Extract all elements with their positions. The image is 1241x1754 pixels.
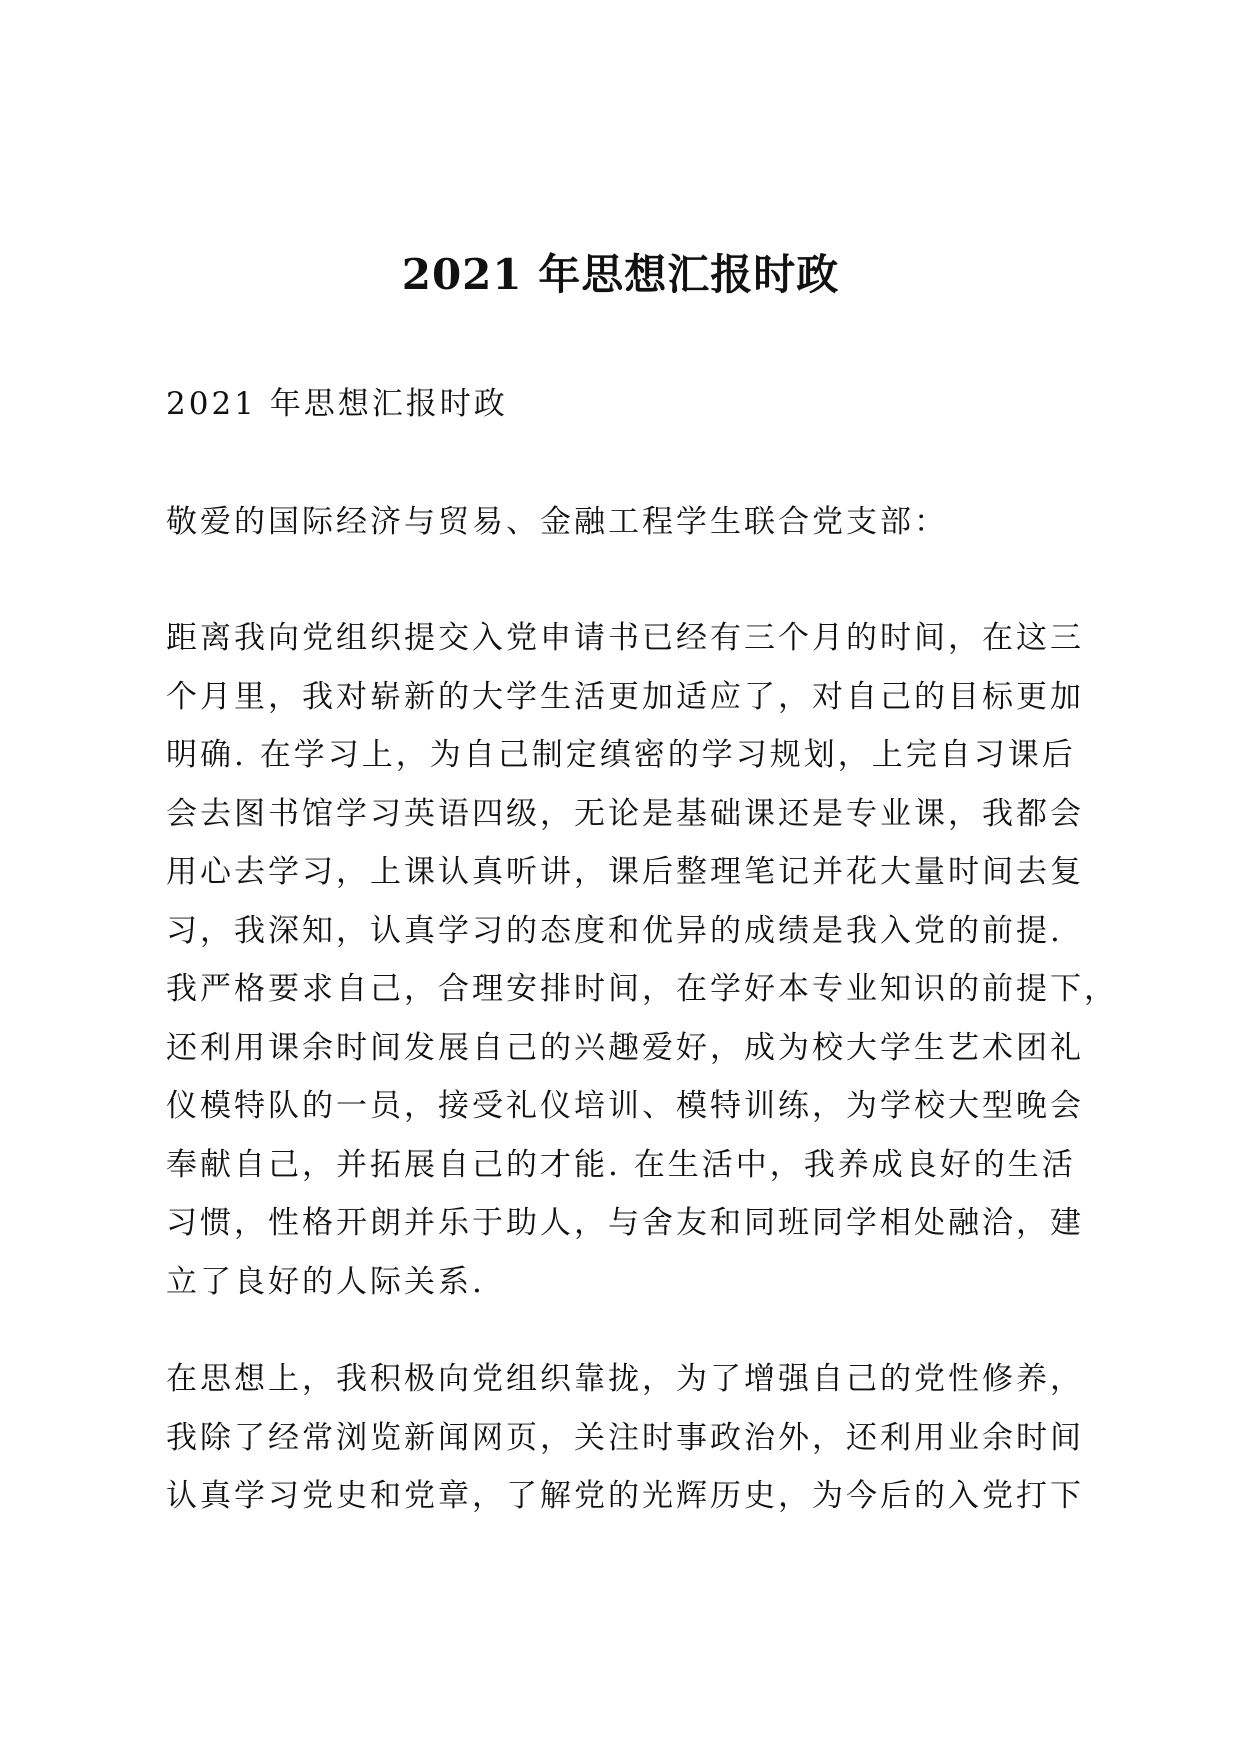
- text-line: 在思想上，我积极向党组织靠拢，为了增强自己的党性修养，: [166, 1361, 1084, 1397]
- paragraph-1: [166, 609, 1118, 1311]
- text-line: 认真学习党史和党章，了解党的光辉历史，为今后的入党打下: [166, 1478, 1084, 1514]
- text-line: 还利用课余时间发展自己的兴趣爱好，成为校大学生艺术团礼: [166, 1029, 1084, 1066]
- salutation: 敬爱的国际经济与贸易、金融工程学生联合党支部：: [166, 504, 948, 540]
- text-line: 我除了经常浏览新闻网页，关注时事政治外，还利用业余时间: [166, 1419, 1084, 1456]
- text-line: 距离我向党组织提交入党申请书已经有三个月的时间，在这三: [166, 620, 1084, 656]
- paragraph-2: [166, 1350, 1084, 1526]
- text-line: 明确. 在学习上，为自己制定缜密的学习规划，上完自习课后: [166, 737, 1076, 773]
- text-line: 个月里，我对崭新的大学生活更加适应了，对自己的目标更加: [166, 678, 1084, 715]
- document-subtitle: 2021 年思想汇报时政: [166, 386, 508, 422]
- text-line: 会去图书馆学习英语四级，无论是基础课还是专业课，我都会: [166, 795, 1084, 832]
- text-line: 仪模特队的一员，接受礼仪培训、模特训练，为学校大型晚会: [166, 1088, 1084, 1124]
- text-line: 用心去学习，上课认真听讲，课后整理笔记并花大量时间去复: [166, 854, 1084, 890]
- text-line: 我严格要求自己，合理安排时间，在学好本专业知识的前提下，: [166, 971, 1118, 1007]
- text-line: 习，我深知，认真学习的态度和优异的成绩是我入党的前提.: [166, 912, 1063, 949]
- text-line: 习惯，性格开朗并乐于助人，与舍友和同班同学相处融洽，建: [166, 1205, 1084, 1241]
- document-title: 2021 年思想汇报时政: [401, 250, 840, 299]
- text-line: 立了良好的人际关系.: [166, 1263, 485, 1300]
- text-line: 奉献自己，并拓展自己的才能. 在生活中，我养成良好的生活: [166, 1146, 1076, 1183]
